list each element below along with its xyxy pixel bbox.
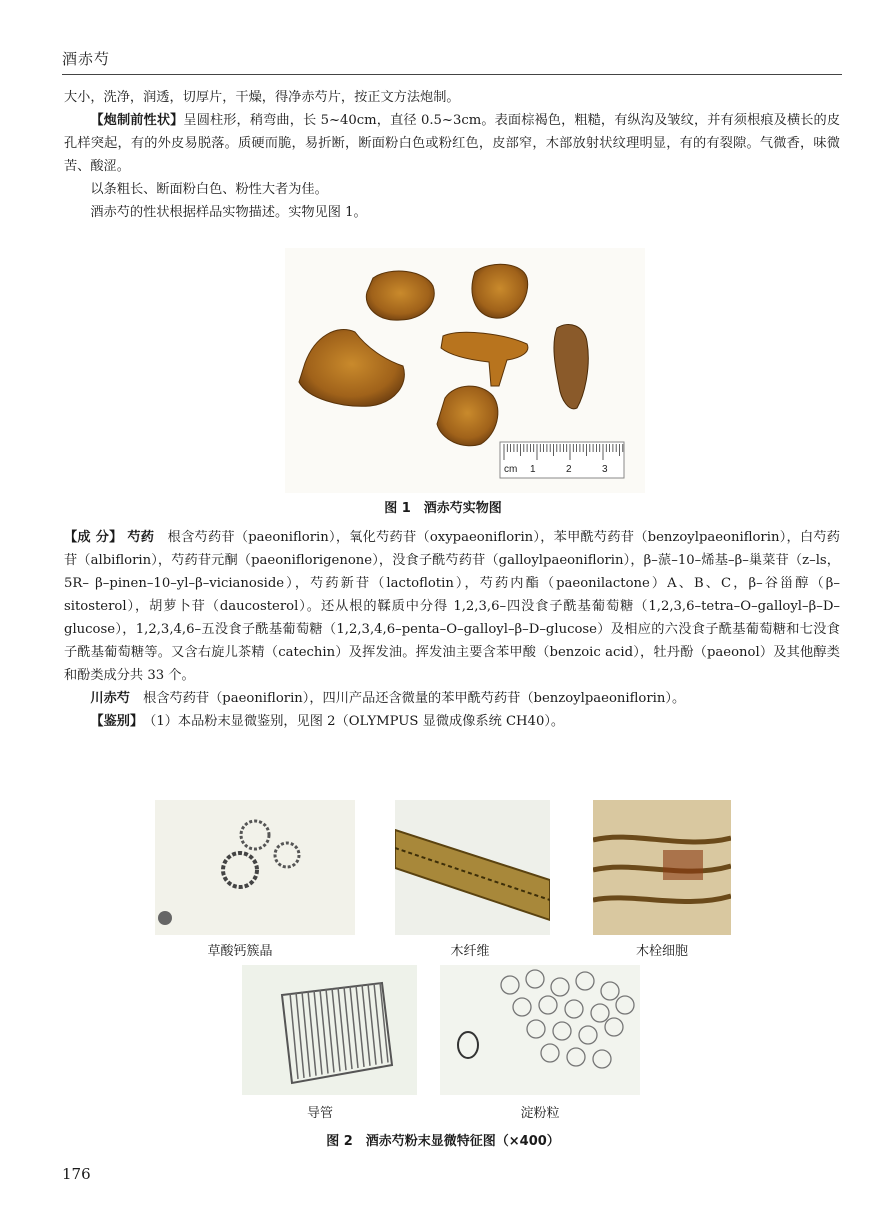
micrograph-vessel (242, 965, 417, 1095)
label-calcium-oxalate: 草酸钙簇晶 (207, 944, 273, 959)
chuan-label: 川赤芍 (90, 691, 130, 706)
identification-label: 【鉴别】 (90, 714, 137, 729)
header-rule (62, 74, 842, 75)
scale-ruler (500, 442, 624, 478)
ruler-unit: cm (504, 464, 518, 475)
paragraph-figure-ref: 酒赤芍的性状根据样品实物描述。实物见图 1。 (90, 205, 367, 220)
micrograph-cork-cells (593, 800, 731, 935)
micrograph-calcium-oxalate (155, 800, 355, 935)
root-slice-1 (366, 271, 434, 320)
identification-text: （1）本品粉末显微鉴别，见图 2（OLYMPUS 显微成像系统 CH40）。 (149, 714, 565, 729)
paragraph-pre-processing (64, 109, 840, 178)
paragraph-processing: 大小，洗净，润透，切厚片，干燥，得净赤芍片，按正文方法炮制。 (64, 90, 460, 105)
label-vessel: 导管 (306, 1106, 333, 1121)
composition-text: 根含芍药苷（paeoniflorin），氧化芍药苷（oxypaeoniflorin），苯甲酰芍药苷（benzoylpaeoniflorin），白芍药苷（albiflorin），芍药苷元酮（paeoniflorigenone），没食子酰芍药苷（galloylpaeoniflorin），β–蒎–10–烯基–β–巢菜苷（z–ls，5R– β–pinen–10–yl–β–vicianoside），芍药新苷（lactoflotin），芍药内酯（paeonilactone）A、B、C，β–谷甾醇（β–sitosterol），胡萝卜苷（daucosterol）。还从根的鞣质中分得 1,2,3,6–四没食子酰基葡萄糖（1,2,3,6–tetra–O–galloyl–β–D–glucose），1,2,3,4,6–五没食子酰基葡萄糖（1,2,3,4,6–penta–O–galloyl–β–D–glucose）及相应的六没食子酰基葡萄糖和七没食子酰基葡萄糖等。又含右旋儿茶精（catechin）及挥发油。挥发油主要含苯甲酸（benzoic acid），牡丹酚（paeonol）及其他醇类和酚类成分共 33 个。 (64, 530, 840, 683)
pre-processing-label: 【炮制前性状】 (90, 113, 184, 128)
paragraph-chuan (64, 687, 840, 710)
paragraph-quality: 以条粗长、断面粉白色、粉性大者为佳。 (90, 182, 328, 197)
page-number: 176 (62, 1165, 91, 1183)
paragraph-composition (64, 526, 840, 687)
label-wood-fiber: 木纤维 (450, 944, 490, 959)
figure1-caption: 图 1 酒赤芍实物图 (384, 501, 502, 516)
running-header: 酒赤芍 (62, 50, 111, 68)
micrograph-wood-fiber (395, 800, 550, 935)
chuan-text: 根含芍药苷（paeoniflorin），四川产品还含微量的苯甲酰芍药苷（benzoylpaeoniflorin）。 (143, 691, 686, 706)
ruler-mark-1: 1 (530, 464, 536, 475)
ruler-mark-2: 2 (566, 464, 572, 475)
pre-processing-text: 呈圆柱形，稍弯曲，长 5~40cm，直径 0.5~3cm。表面棕褐色，粗糙，有纵沟及皱纹，并有须根痕及横长的皮孔样突起，有的外皮易脱落。质硬而脆，易折断，断面粉白色或粉红色，皮部窄，木部放射状纹理明显，有的有裂隙。气微香，味微苦、酸涩。 (64, 113, 841, 174)
section-composition (64, 526, 840, 733)
body-text (64, 86, 840, 224)
micrograph-starch (440, 965, 640, 1095)
ruler-mark-3: 3 (602, 464, 608, 475)
label-cork-cells: 木栓细胞 (635, 944, 688, 959)
paragraph-identification (64, 710, 840, 733)
composition-label: 【成 分】 芍药 (64, 530, 155, 545)
figure1-photo (285, 248, 645, 493)
label-starch: 淀粉粒 (520, 1106, 560, 1121)
figure2-caption: 图 2 酒赤芍粉末显微特征图（×400） (326, 1134, 560, 1149)
